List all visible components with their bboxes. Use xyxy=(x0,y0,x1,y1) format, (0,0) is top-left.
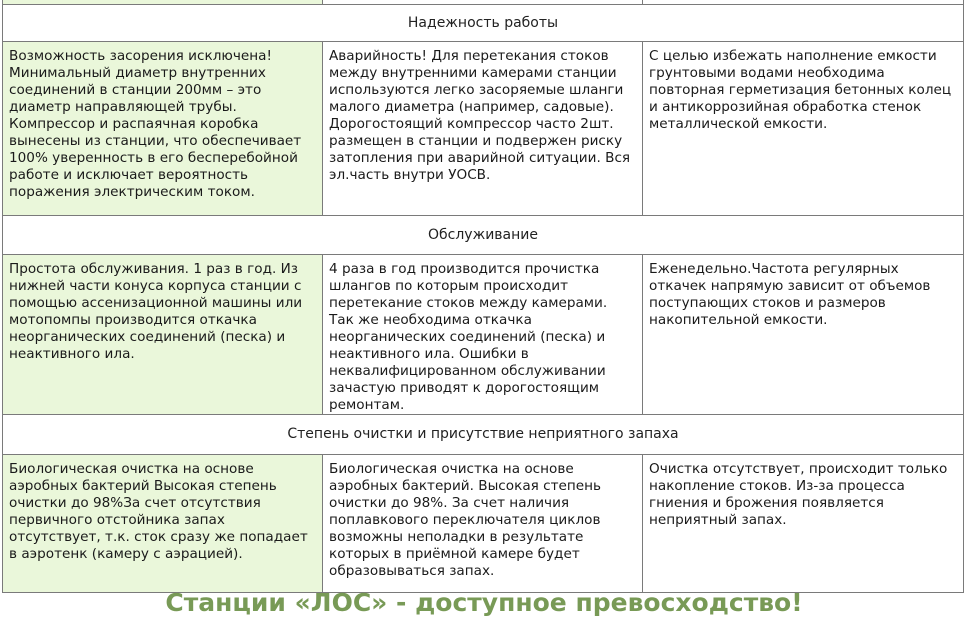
cell-text: Аварийность! Для перетекания стоков между внутренними камерами станции используются легко засоряемые шланги малого диаметра (например, садовые). Дорогостоящий компрессор часто 2шт. размещен в станции и подвержен риску затопления при аварийной ситуации. Вся эл.часть внутри УОСВ. xyxy=(329,48,631,183)
footer-slogan: Станции «ЛОС» - доступное превосходство! xyxy=(165,588,803,617)
cell-station-maintenance xyxy=(3,255,323,415)
table-row xyxy=(3,255,964,415)
section-title-reliability: Надежность работы xyxy=(3,5,964,42)
cell-text: С целью избежать наполнение емкости грунтовыми водами необходима повторная герметизация бетонных колец и антикоррозийная обработка стенок металлической емкости. xyxy=(649,48,952,132)
cell-text: Очистка отсутствует, происходит только накопление стоков. Из-за процесса гниения и брожения появляется неприятный запах. xyxy=(649,461,948,528)
section-header-row xyxy=(3,5,964,42)
cell-text: Биологическая очистка на основе аэробных бактерий. Высокая степень очистки до 98%. За счет наличия поплавкового переключателя циклов возможны неполадки в результате которых в приёмной камере будет образовываться запах. xyxy=(329,461,602,579)
cell-station-reliability xyxy=(3,42,323,216)
table-row xyxy=(3,42,964,216)
cell-station-purification xyxy=(3,455,323,593)
cell-text: Еженедельно.Частота регулярных откачек напрямую зависит от объемов поступающих стоков и размеров накопительной емкости. xyxy=(649,261,931,328)
cell-text: 4 раза в год производится прочистка шлангов по которым происходит перетекание стоков между камерами. Так же необходима откачка неорганических соединений (песка) и неактивного ила. Ошибки в неквалифицированном обслуживании зачастую приводят к дорогостоящим ремонтам. xyxy=(329,261,608,413)
cell-competitor-purification xyxy=(323,455,643,593)
section-header-row xyxy=(3,216,964,255)
section-header-row xyxy=(3,415,964,455)
cell-text: Простота обслуживания. 1 раз в год. Из нижней части конуса корпуса станции с помощью ассенизационной машины или мотопомпы производится откачка неорганических соединений (песка) и неактивного ила. xyxy=(9,261,303,362)
cell-competitor-maintenance xyxy=(323,255,643,415)
table-row xyxy=(3,455,964,593)
cell-text: Биологическая очистка на основе аэробных бактерий Высокая степень очистки до 98%За счет отсутствия первичного отстойника запах отсутствует, т.к. сток сразу же попадает в аэротенк (камеру с аэрацией). xyxy=(9,461,308,562)
cell-storage-purification xyxy=(643,455,964,593)
cell-text: Возможность засорения исключена! Минимальный диаметр внутренних соединений в станции 200мм – это диаметр направляющей трубы. Компрессор и распаячная коробка вынесены из станции, что обеспечивает 100% уверенность в его бесперебойной работе и исключает вероятность поражения электрическим током. xyxy=(9,48,302,200)
section-title-maintenance: Обслуживание xyxy=(3,216,964,255)
cell-storage-reliability xyxy=(643,42,964,216)
cell-competitor-reliability xyxy=(323,42,643,216)
cell-storage-maintenance xyxy=(643,255,964,415)
comparison-table xyxy=(2,0,964,593)
section-title-purification: Степень очистки и присутствие неприятного запаха xyxy=(3,415,964,455)
